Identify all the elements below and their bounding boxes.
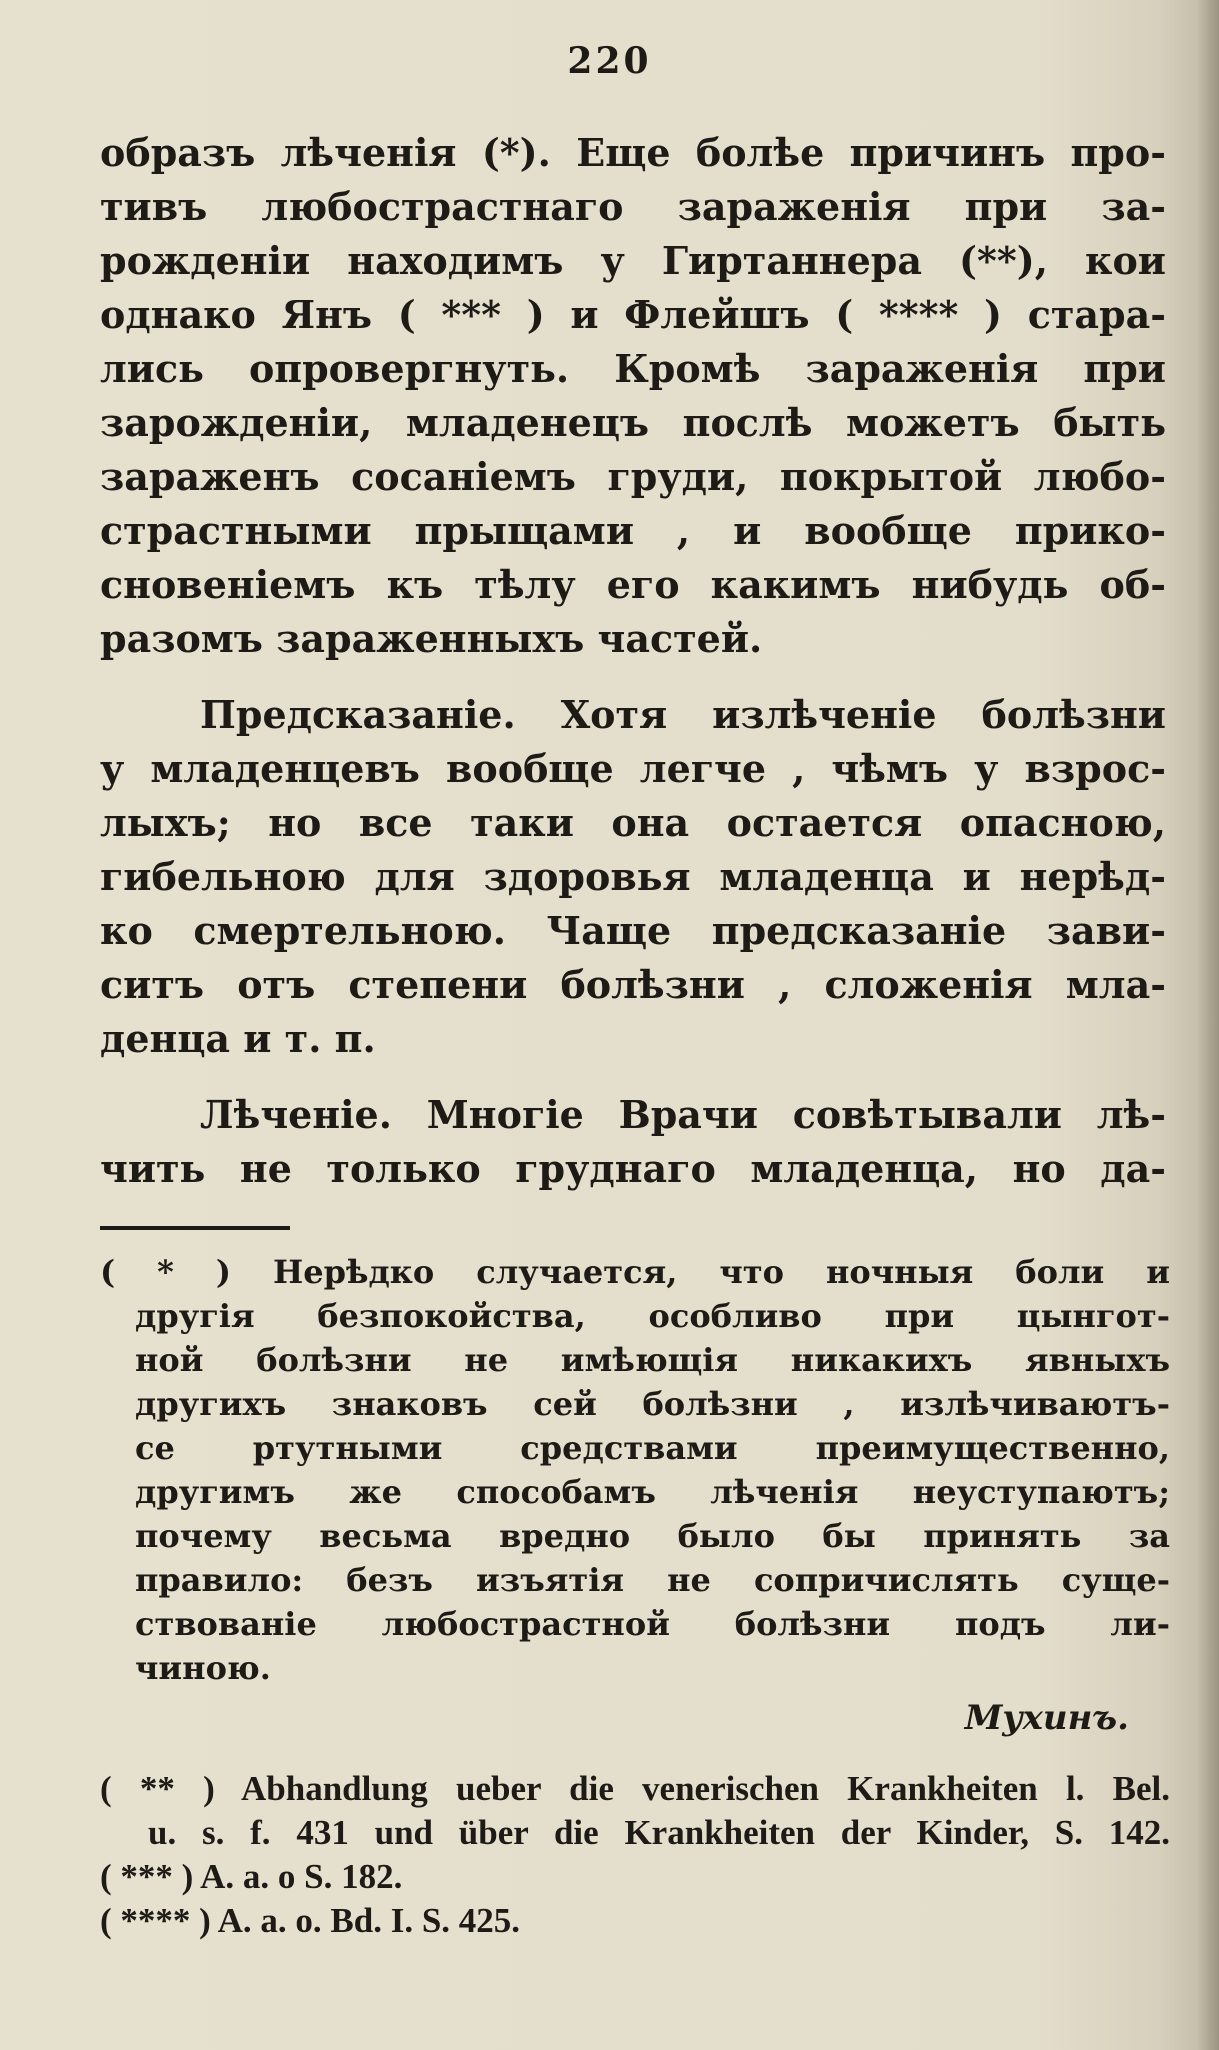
text-line: лыхъ; но все таки она остается опасною,: [100, 800, 1166, 845]
text-line: гибельною для здоровья младенца и нерѣд-: [100, 854, 1166, 899]
page-number: 220: [567, 40, 652, 82]
text-line: лись опровергнуть. Кромѣ зараженія при: [100, 346, 1166, 391]
text-line: ко смертельною. Чаще предсказаніе зави-: [100, 908, 1166, 953]
footnote-signature: Мухинъ.: [964, 1698, 1129, 1738]
footnote-divider: [100, 1226, 290, 1230]
text-line: сновеніемъ къ тѣлу его какимъ нибудь об-: [100, 562, 1166, 607]
footnote-line: чиною.: [135, 1649, 271, 1687]
text-line: тивъ любострастнаго зараженія при за-: [100, 184, 1166, 229]
footnote-line: почему весьма вредно было бы принять за: [135, 1517, 1170, 1555]
text-line: страстными прыщами , и вообще прико-: [100, 508, 1166, 553]
footnote-line: другимъ же способамъ лѣченія неуступаютъ;: [135, 1473, 1170, 1511]
reference-line: u. s. f. 431 und über die Krankheiten der Kinder, S. 142.: [148, 1813, 1170, 1852]
text-line: зараженъ сосаніемъ груди, покрытой любо-: [100, 454, 1166, 499]
footnote-line: другихъ знаковъ сей болѣзни , излѣчиваютъ-: [135, 1385, 1170, 1423]
reference-line: ( *** ) A. a. o S. 182.: [100, 1857, 403, 1896]
text-line: денца и т. п.: [100, 1016, 376, 1061]
text-line: образъ лѣченія (*). Еще болѣе причинъ про-: [100, 130, 1166, 175]
text-line: рожденіи находимъ у Гиртаннера (**), кои: [100, 238, 1166, 283]
text-line: чить не только груднаго младенца, но да-: [100, 1146, 1166, 1191]
text-line: у младенцевъ вообще легче , чѣмъ у взрос-: [100, 746, 1166, 791]
footnote-line: другія безпокойства, особливо при цынгот-: [135, 1297, 1170, 1335]
text-line: Предсказаніе. Хотя излѣченіе болѣзни: [200, 692, 1166, 737]
text-line: однако Янъ ( *** ) и Флейшъ ( **** ) стара-: [100, 292, 1166, 337]
text-line: зарожденіи, младенецъ послѣ можетъ быть: [100, 400, 1166, 445]
footnote-line: ной болѣзни не имѣющія никакихъ явныхъ: [135, 1341, 1170, 1379]
text-line: Лѣченіе. Многіе Врачи совѣтывали лѣ-: [200, 1092, 1166, 1137]
footnote-line: се ртутными средствами преимущественно,: [135, 1429, 1170, 1467]
footnote-line: ствованіе любострастной болѣзни подъ ли-: [135, 1605, 1170, 1643]
page-edge-shadow: [1197, 0, 1219, 2050]
footnote-line: ( * ) Нерѣдко случается, что ночныя боли и: [100, 1253, 1170, 1291]
footnote-line: правило: безъ изъятія не сопричислять суще-: [135, 1561, 1170, 1599]
text-line: ситъ отъ степени болѣзни , сложенія мла-: [100, 962, 1166, 1007]
reference-line: ( **** ) A. a. o. Bd. I. S. 425.: [100, 1901, 521, 1940]
text-line: разомъ зараженныхъ частей.: [100, 616, 763, 661]
reference-line: ( ** ) Abhandlung ueber die venerischen Krankheiten l. Bel.: [100, 1769, 1170, 1808]
